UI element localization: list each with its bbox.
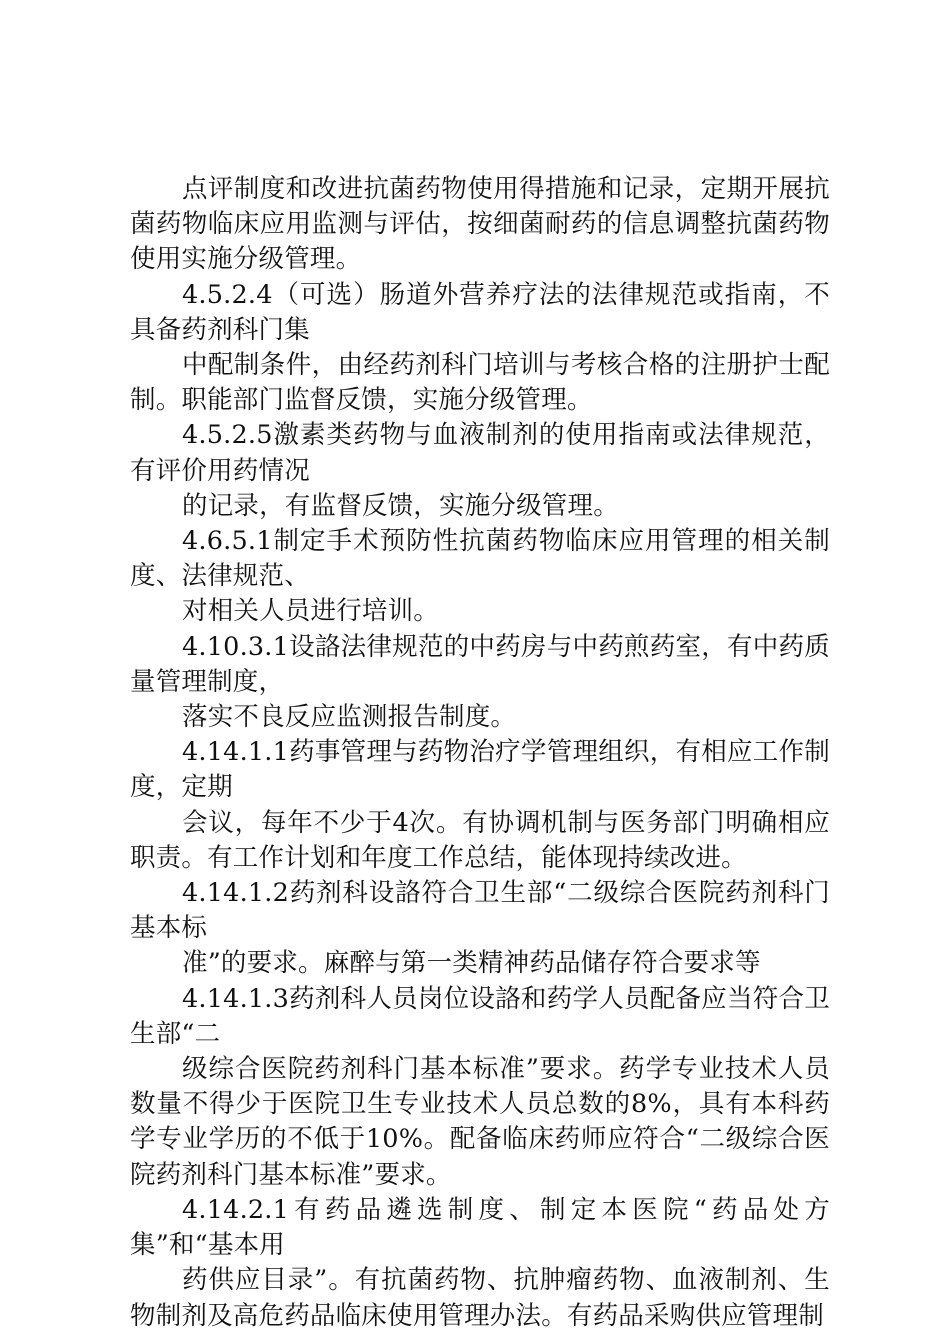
paragraph-7: 对相关人员进行培训。 [182,596,440,627]
paragraph-3: 中配制条件，由经药剂科门培训与考核合格的注册护士配制。职能部门监督反馈，实施分级管理。 [130,350,830,416]
paragraph-16: 4.14.2.1有药品遴选制度、制定本医院“药品处方集”和“基本用 [130,1194,830,1261]
paragraph-6: 4.6.5.1制定手术预防性抗菌药物临床应用管理的相关制度、法律规范、 [130,526,830,592]
paragraph-5: 的记录，有监督反馈，实施分级管理。 [182,490,619,521]
paragraph-8: 4.10.3.1设詻法律规范的中药房与中药煎药室，有中药质量管理制度， [130,631,830,697]
paragraph-9: 落实不良反应监测报告制度。 [182,702,517,733]
paragraph-10: 4.14.1.1药事管理与药物治疗学管理组织，有相应工作制度，定期 [130,737,830,803]
paragraph-14: 4.14.1.3药剂科人员岗位设詻和药学人员配备应当符合卫生部“二 [130,983,830,1049]
paragraph-15: 级综合医院药剂科门基本标准”要求。药学专业技术人员数量不得少于医院卫生专业技术人员总数的8%，具有本科药学专业学历的不低于10%。配备临床药师应符合“二级综合医院药剂科门基本标准”要求。 [130,1054,830,1190]
paragraph-2: 4.5.2.4（可选）肠道外营养疗法的法律规范或指南，不具备药剂科门集 [130,279,830,345]
paragraph-13: 准”的要求。麻醉与第一类精神药品储存符合要求等 [182,948,761,979]
paragraph-12: 4.14.1.2药剂科设詻符合卫生部“二级综合医院药剂科门基本标 [130,878,830,944]
paragraph-1: 点评制度和改进抗菌药物使用得措施和记录，定期开展抗菌药物临床应用监测与评估，按细菌耐药的信息调整抗菌药物使用实施分级管理。 [130,174,830,275]
paragraph-4: 4.5.2.5激素类药物与血液制剂的使用指南或法律规范，有评价用药情况 [130,420,830,486]
paragraph-17: 药供应目录”。有抗菌药物、抗肿瘤药物、血液制剂、生物制剂及高危药品临床使用管理办法。有药品采购供应管理制 [130,1265,830,1331]
document-page [130,172,830,1334]
paragraph-11: 会议，每年不少于4次。有协调机制与医务部门明确相应职责。有工作计划和年度工作总结，能体现持续改进。 [130,807,830,873]
